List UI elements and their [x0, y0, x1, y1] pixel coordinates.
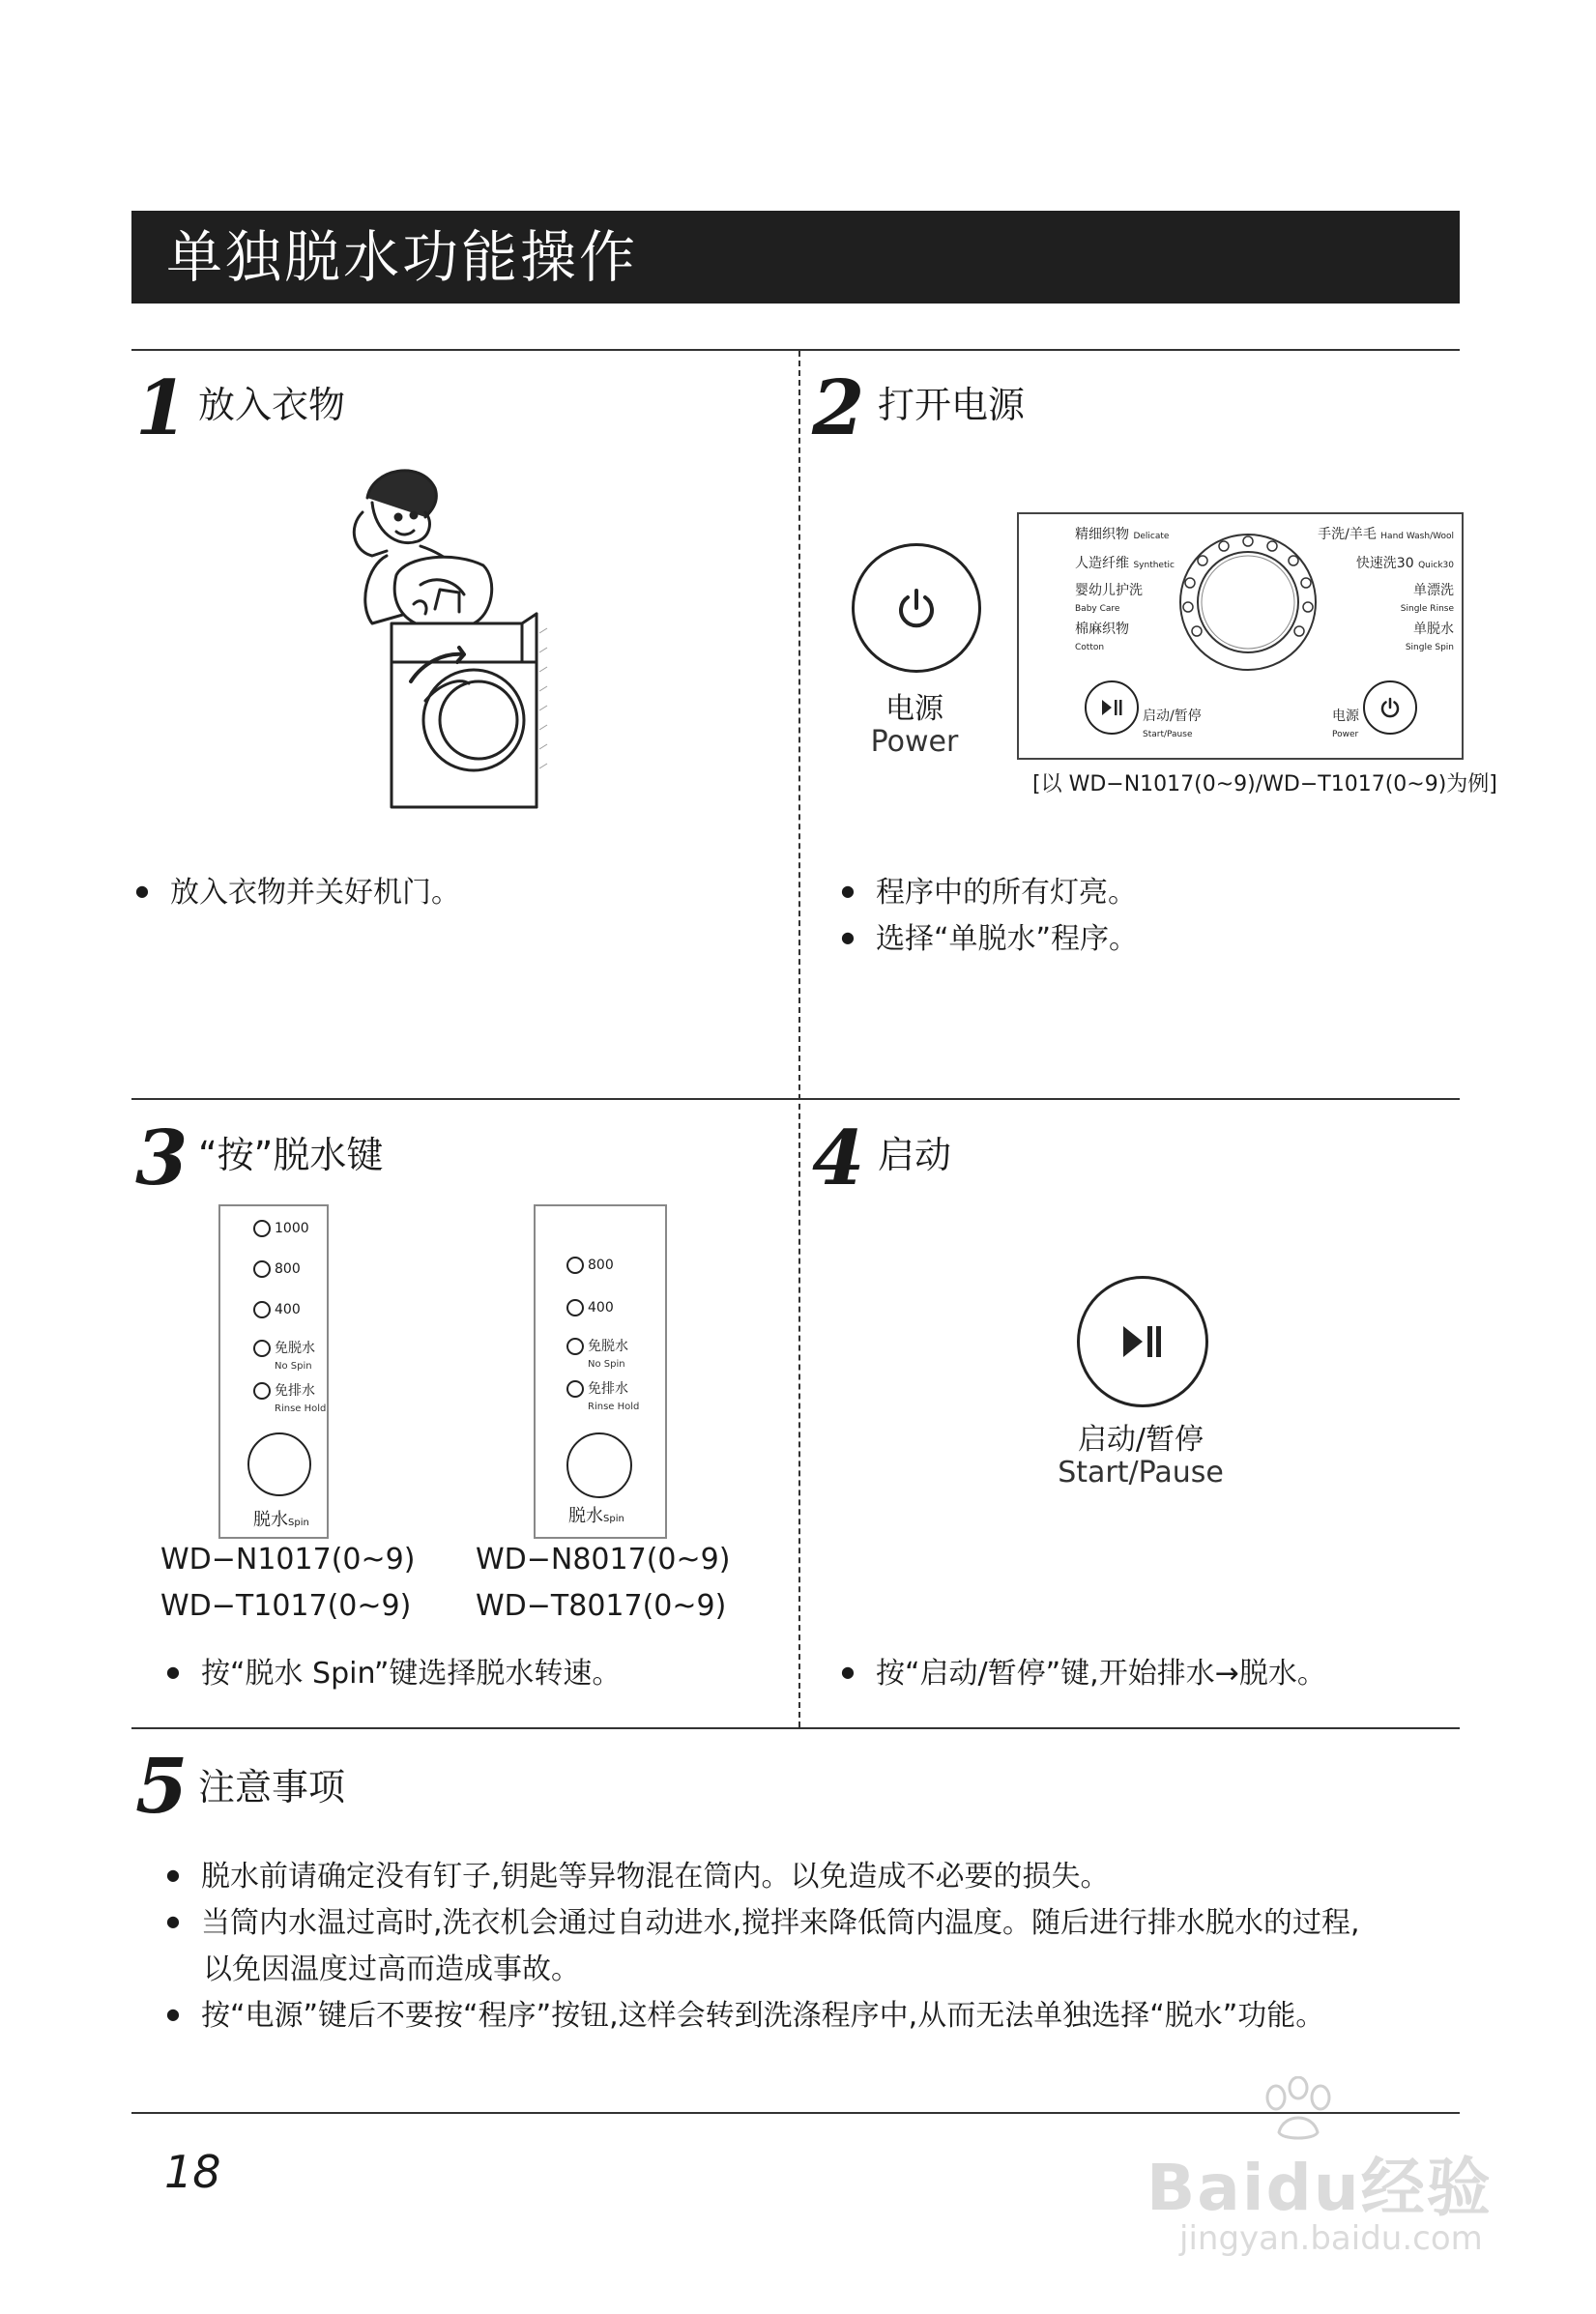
model-a-1: WD−N1017(0~9): [160, 1543, 416, 1576]
program-babycare-en: Baby Care: [1075, 604, 1120, 614]
spin-option-label: 800: [588, 1258, 614, 1273]
watermark-text: Baidu经验: [1146, 2151, 1493, 2225]
step-5-number: 5: [135, 1743, 189, 1831]
watermark-url: jingyan.baidu.com: [1179, 2219, 1483, 2258]
play-pause-icon: [1100, 698, 1123, 717]
step-2-number: 2: [812, 364, 865, 452]
model-b-2: WD−T8017(0~9): [476, 1589, 727, 1623]
divider-top: [131, 349, 1460, 351]
spin-option-label: 800: [275, 1261, 301, 1277]
program-babycare-cn: 婴幼儿护洗: [1075, 583, 1143, 598]
step-1-bullet: ● 放入衣物并关好机门。: [135, 870, 460, 920]
spin-button-b[interactable]: [566, 1432, 632, 1498]
program-synthetic-en: Synthetic: [1133, 561, 1175, 570]
spin-option-label: 400: [588, 1300, 614, 1316]
spin-option-label: 免排水: [588, 1381, 628, 1397]
spin-led: [253, 1220, 271, 1237]
spin-option-sub: No Spin: [588, 1359, 625, 1370]
spin-led: [566, 1257, 584, 1274]
column-divider: [798, 351, 800, 1727]
program-quick30-en: Quick30: [1418, 561, 1454, 570]
panel-start-en: Start/Pause: [1143, 730, 1193, 739]
title-bar: [131, 211, 1460, 304]
paw-logo-icon: [1255, 2076, 1342, 2144]
spin-led: [566, 1380, 584, 1398]
program-single-spin-cn: 单脱水: [1413, 622, 1454, 637]
step-4-title: 启动: [878, 1134, 952, 1176]
step-4-bullet: ● 按“启动/暂停”键,开始排水→脱水。: [841, 1651, 1326, 1701]
baidu-watermark: [1141, 2076, 1493, 2270]
note-item-continuation: 以免因温度过高而造成事故。: [203, 1952, 580, 1986]
step-2-bullet-1: ● 程序中的所有灯亮。: [841, 870, 1137, 920]
program-cotton-en: Cotton: [1075, 643, 1105, 652]
start-pause-label-cn: 启动/暂停: [1077, 1423, 1204, 1457]
model-a-2: WD−T1017(0~9): [160, 1589, 412, 1623]
spin-option-sub: Rinse Hold: [275, 1403, 327, 1414]
spin-button-cn: 脱水: [253, 1510, 288, 1530]
divider-middle: [131, 1098, 1460, 1100]
program-single-rinse-cn: 单漂洗: [1413, 583, 1454, 598]
model-b-1: WD−N8017(0~9): [476, 1543, 731, 1576]
program-quick30-cn: 快速洗30: [1355, 556, 1414, 571]
program-cotton-cn: 棉麻织物: [1075, 622, 1129, 637]
step-2-bullet-2: ● 选择“单脱水”程序。: [841, 916, 1138, 967]
panel-power-cn: 电源: [1332, 709, 1359, 724]
spin-led: [566, 1338, 584, 1355]
power-label-cn: 电源: [885, 692, 943, 726]
spin-led: [253, 1301, 271, 1318]
panel-start-cn: 启动/暂停: [1143, 709, 1202, 724]
control-panel: [1017, 512, 1464, 760]
power-button[interactable]: [852, 543, 981, 673]
note-item: ● 当筒内水温过高时,洗衣机会通过自动进水,搅拌来降低筒内温度。随后进行排水脱水的过程,: [166, 1900, 1360, 1951]
panel-caption: [以 WD−N1017(0~9)/WD−T1017(0~9)为例]: [1032, 772, 1497, 796]
spin-option-sub: No Spin: [275, 1361, 312, 1372]
power-icon: [1378, 696, 1402, 719]
step-3-number: 3: [135, 1114, 189, 1202]
spin-option-label: 免脱水: [275, 1341, 315, 1356]
program-handwash-en: Hand Wash/Wool: [1380, 532, 1454, 541]
start-pause-button[interactable]: [1077, 1276, 1208, 1407]
spin-led: [253, 1340, 271, 1357]
panel-start-pause-button[interactable]: [1085, 680, 1139, 735]
spin-led: [253, 1382, 271, 1400]
step-3-title: “按”脱水键: [198, 1134, 384, 1176]
spin-led: [253, 1260, 271, 1278]
program-delicate-en: Delicate: [1133, 532, 1170, 541]
power-label-en: Power: [870, 725, 959, 759]
program-single-rinse-en: Single Rinse: [1400, 604, 1454, 614]
program-synthetic-cn: 人造纤维: [1075, 556, 1129, 571]
spin-option-label: 400: [275, 1302, 301, 1317]
panel-power-en: Power: [1332, 730, 1359, 739]
program-dial[interactable]: [1175, 530, 1320, 675]
spin-led: [566, 1299, 584, 1316]
step-4-number: 4: [812, 1114, 865, 1202]
note-item: ● 按“电源”键后不要按“程序”按钮,这样会转到洗涤程序中,从而无法单独选择“脱水”功能。: [166, 1993, 1324, 2043]
spin-panel-a: [218, 1204, 329, 1539]
spin-option-label: 1000: [275, 1221, 309, 1236]
step-2-title: 打开电源: [878, 384, 1026, 426]
spin-button-en: Spin: [603, 1514, 624, 1524]
step-3-bullet: ● 按“脱水 Spin”键选择脱水转速。: [166, 1651, 621, 1701]
power-icon: [893, 585, 940, 631]
step-1-title: 放入衣物: [198, 384, 346, 426]
spin-button-a[interactable]: [247, 1432, 311, 1496]
notes-title: 注意事项: [198, 1766, 346, 1808]
spin-option-label: 免脱水: [588, 1339, 628, 1354]
play-pause-icon: [1121, 1324, 1164, 1359]
page-number: 18: [164, 2146, 221, 2198]
panel-power-button[interactable]: [1363, 680, 1417, 735]
note-item: ● 脱水前请确定没有钉子,钥匙等异物混在筒内。以免造成不必要的损失。: [166, 1854, 1110, 1904]
step-1-number: 1: [135, 364, 189, 452]
spin-button-en: Spin: [288, 1518, 309, 1528]
program-delicate-cn: 精细织物: [1075, 527, 1129, 542]
spin-button-cn: 脱水: [568, 1506, 603, 1526]
program-single-spin-en: Single Spin: [1405, 643, 1454, 652]
spin-panel-b: [534, 1204, 667, 1539]
spin-option-sub: Rinse Hold: [588, 1402, 640, 1412]
person-laundry-illustration: [329, 459, 580, 812]
page-title: 单独脱水功能操作: [166, 224, 639, 290]
divider-bottom: [131, 1727, 1460, 1729]
start-pause-label-en: Start/Pause: [1058, 1456, 1224, 1490]
program-handwash-cn: 手洗/羊毛: [1318, 527, 1377, 542]
spin-option-label: 免排水: [275, 1383, 315, 1399]
